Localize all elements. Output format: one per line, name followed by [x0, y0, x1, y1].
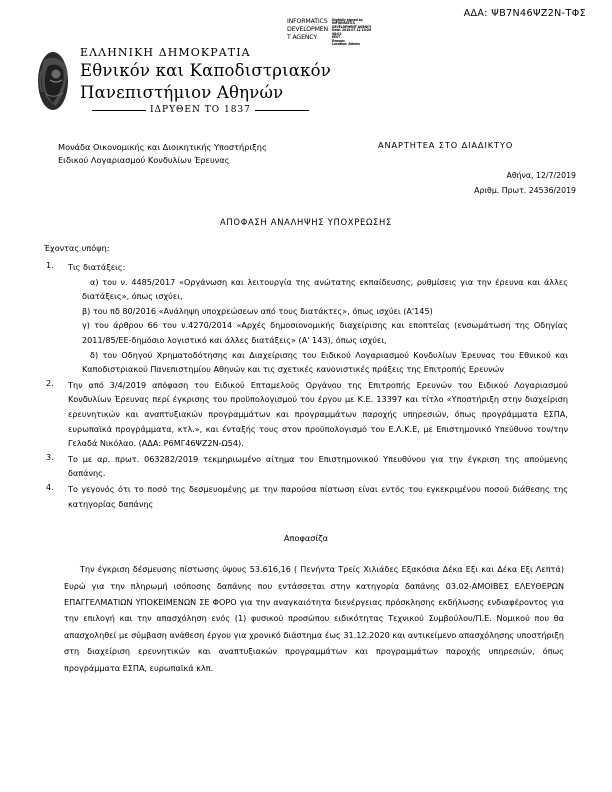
signature-detail-7: Reason: [332, 38, 346, 43]
letterhead-university-line-1: Εθνικόν και Καποδιστριακόν [80, 61, 331, 80]
list-item [44, 452, 568, 481]
document-body [44, 242, 568, 676]
signature-detail-4: Date: 2019.07.12 10:26 [332, 28, 371, 32]
signature-agency-name [287, 18, 328, 43]
decision-paragraph: Την έγκριση δέσμευσης πίστωσης ύψους 53.616,16 ( Πενήντα Τρείς Χιλιάδες Εξακόσια Δέκα Εξι και Δέκα Εξι Λεπτά) Ευρώ για την πληρωμή ισόποσης δαπάνης που εντάσσεται στην κατηγορία δαπάνης 03.02-ΑΜΟΙΒΕΣ ΕΛΕΥΘΕΡΩΝ ΕΠΑΓΓΕΛΜΑΤΙΩΝ ΥΠΟΚΕΙΜΕΝΩΝ ΣΕ ΦΟΡΟ για την αναγκαιότητα διενέργειας πρόσκλησης εκδήλωσης ενδιαφέροντος για την επιλογή και την απασχόληση ενός (1) φυσικού προσώπου ειδικότητας Τεχνικού Συμβούλου/Π.Ε. Νομικού που θα απασχοληθεί με σύμβαση ανάθεση έργου για χρονικό διάστημα έως 31.12.2020 και αντικείμενο απασχόλησης υποστήριξη στη διαχείριση ερευνητικών και αναπτυξιακών προγραμμάτων και προγραμμάτων παροχής υπηρεσιών, όπως προγράμματα ΕΣΠΑ, ευρωπαϊκά κλπ. [64, 564, 564, 673]
list-item-text: Την από 3/4/2019 απόφαση του Ειδικού Επταμελούς Οργάνου της Επιτροπής Ερευνών του Ειδικού Λογαριασμού Κονδυλίων Έρευνας περί έγκρισης του προϋπολογισμού του έργου με Κ.Ε. 13397 και τίτλο «Υποστήριξη στην διαχείριση ερευνητικών και αναπτυξιακών προγραμμάτων και προγραμμάτων παροχής υπηρεσιών, όπως προγράμματα ΕΣΠΑ, ευρωπαϊκά προγράμματα, κτλ.», και ένταξής τους στον προϋπολογισμό του Ε.Λ.Κ.Ε, με Επιστημονικό Υπεύθυνο τον/την Γελαδά Νικόλαο. (ΑΔΑ: Ρ6ΜΓ46ΨΖ2Ν-Ω54). [68, 379, 568, 449]
list-item-number: 3. [46, 451, 54, 462]
letterhead-republic: ΕΛΛΗΝΙΚΗ ΔΗΜΟΚΡΑΤΙΑ [80, 46, 251, 59]
signature-agency-line-1: INFORMATICS [287, 18, 328, 25]
letterhead [36, 46, 336, 115]
publication-notice: ΑΝΑΡΤΗΤΕΑ ΣΤΟ ΔΙΑΔΙΚΤΥΟ [378, 140, 514, 150]
list-item [44, 260, 568, 377]
rule-right [255, 110, 309, 111]
list-item-lead: Τις διατάξεις: [68, 262, 126, 272]
issuing-unit [58, 141, 267, 166]
founded-text: ΙΔΡΥΘΕΝ ΤΟ 1837 [150, 105, 251, 115]
ada-code-line: ΑΔΑ: ΨΒ7Ν46ΨΖ2Ν-ΤΦΣ [463, 8, 586, 19]
list-item-number: 1. [46, 260, 54, 270]
preamble-text: Έχοντας υπόψη: [44, 243, 110, 253]
decides-heading: Αποφασίζα [283, 533, 329, 544]
list-item [44, 378, 568, 451]
page-title: ΑΠΟΦΑΣΗ ΑΝΑΛΗΨΗΣ ΥΠΟΧΡΕΩΣΗΣ [219, 217, 393, 227]
signature-details [332, 18, 371, 47]
signature-detail-2: INFORMATICS [332, 21, 355, 25]
sub-item-d: δ) του Οδηγού Χρηματοδότησης και Διαχείρισης του Ειδικού Λογαριασμού Κονδυλίων Έρευνας του Εθνικού και Καποδιστριακού Πανεπιστημίου Αθηνών και τις σχετικές κανονιστικές πράξεις της Επιτροπής Ερευνών [82, 349, 568, 375]
list-item-number: 2. [46, 377, 54, 388]
sub-item-a: α) του ν. 4485/2017 «Οργάνωση και λειτουργία της ανώτατης εκπαίδευσης, ρυθμίσεις για την έρευνα και άλλες διατάξεις», όπως ισχύει, [82, 276, 568, 302]
digital-signature-stamp [287, 18, 399, 47]
list-item-number: 4. [46, 481, 54, 492]
list-item-text: Το με αρ. πρωτ. 063282/2019 τεκμηριωμένο αίτημα του Επιστημονικού Υπευθύνου για την έγκριση της απούμενης δαπάνης. [68, 453, 568, 479]
place-and-date: Αθήνα, 12/7/2019 [506, 171, 576, 180]
letterhead-university-line-2: Πανεπιστήμιον Αθηνών [80, 83, 284, 102]
rule-left [92, 110, 146, 111]
signature-detail-1: Digitally signed by [332, 17, 363, 22]
issuing-unit-line-1: Μονάδα Οικονομικής και Διοικητικής Υποστήριξης [58, 142, 267, 152]
document-meta [0, 168, 576, 198]
signature-detail-8: Location: Athens [332, 42, 360, 46]
letterhead-founded [92, 105, 336, 115]
issuing-unit-line-2: Ειδικού Λογαριασμού Κονδυλίων Έρευνας [58, 154, 230, 165]
legal-basis-list [44, 260, 568, 511]
sub-item-c: γ) του άρθρου 66 του ν.4270/2014 «Αρχές δημοσιονομικής διαχείρισης και εποπτείας (ενσωμάτωση της Οδηγίας 2011/85/ΕΕ-δημόσιο λογιστικό και άλλες διατάξεις» (Α' 143), όπως ισχύει, [82, 320, 568, 345]
list-item [44, 482, 568, 511]
university-emblem-icon [36, 50, 72, 112]
list-item-text: Το γεγονός ότι το ποσό της δεσμευομένης με την παρούσα πίστωση είναι εντός του εγκεκριμένου ποσού διάθεσης της κατηγορίας δαπάνης [68, 483, 568, 509]
protocol-number: Αριθμ. Πρωτ. 24536/2019 [474, 186, 576, 195]
signature-detail-5: 08:01 [332, 31, 342, 36]
signature-agency-line-2: DEVELOPMEN [287, 26, 329, 34]
signature-agency-line-3: T AGENCY [287, 34, 317, 42]
signature-detail-3: DEVELOPMENT AGENCY [332, 24, 372, 29]
sub-item-b: β) του πδ 80/2016 «Ανάληψη υποχρεώσεων από τους διατάκτες», όπως ισχύει (Α'145) [82, 305, 433, 316]
signature-detail-6: EEST [332, 35, 341, 39]
